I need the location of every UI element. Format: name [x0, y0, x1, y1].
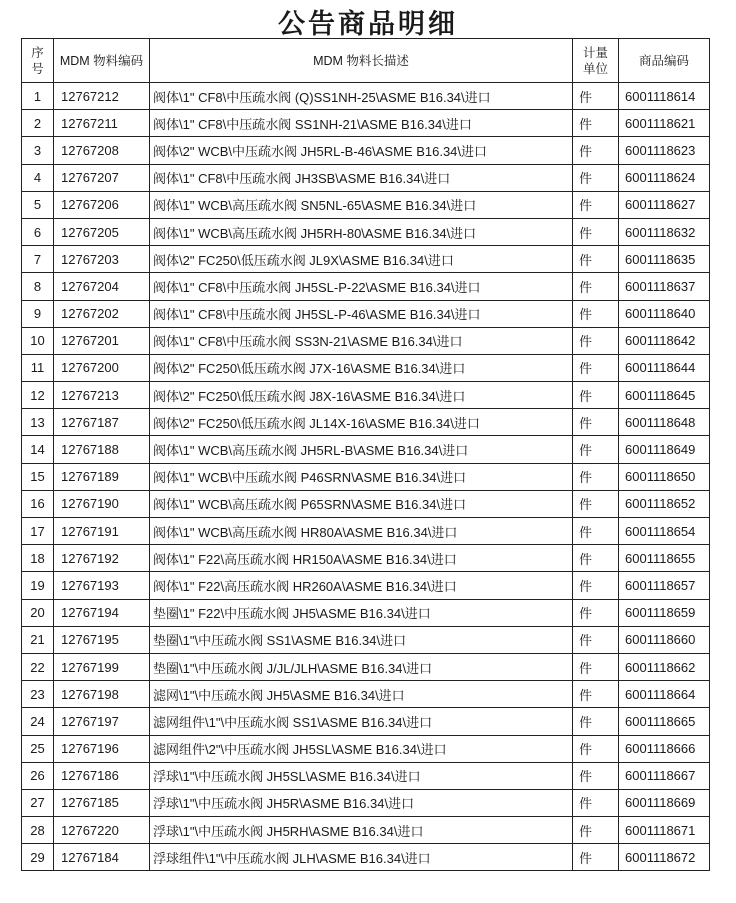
cell-product-code: 6001118666: [619, 735, 710, 762]
table-row: [22, 599, 710, 626]
cell-product-code: 6001118640: [619, 300, 710, 327]
table-row: [22, 735, 710, 762]
cell-mdm-code: 12767211: [54, 110, 150, 137]
cell-description: 阀体\1" WCB\高压疏水阀 P65SRN\ASME B16.34\进口: [150, 490, 573, 517]
cell-seq: 19: [22, 572, 54, 599]
cell-unit: 件: [573, 382, 619, 409]
cell-mdm-code: 12767202: [54, 300, 150, 327]
cell-product-code: 6001118657: [619, 572, 710, 599]
table-row: [22, 572, 710, 599]
cell-mdm-code: 12767185: [54, 789, 150, 816]
cell-seq: 22: [22, 653, 54, 680]
cell-mdm-code: 12767186: [54, 762, 150, 789]
cell-mdm-code: 12767200: [54, 354, 150, 381]
cell-unit: 件: [573, 653, 619, 680]
table-row: [22, 191, 710, 218]
cell-unit: 件: [573, 164, 619, 191]
cell-seq: 9: [22, 300, 54, 327]
cell-seq: 6: [22, 218, 54, 245]
cell-unit: 件: [573, 273, 619, 300]
cell-mdm-code: 12767207: [54, 164, 150, 191]
table-row: [22, 762, 710, 789]
cell-description: 阀体\1" WCB\高压疏水阀 JH5RH-80\ASME B16.34\进口: [150, 218, 573, 245]
table-row: [22, 110, 710, 137]
cell-unit: 件: [573, 83, 619, 110]
cell-unit: 件: [573, 490, 619, 517]
cell-unit: 件: [573, 218, 619, 245]
cell-product-code: 6001118652: [619, 490, 710, 517]
table-row: [22, 436, 710, 463]
table-row: [22, 382, 710, 409]
cell-product-code: 6001118655: [619, 545, 710, 572]
cell-product-code: 6001118660: [619, 626, 710, 653]
cell-seq: 21: [22, 626, 54, 653]
table-row: [22, 300, 710, 327]
cell-description: 阀体\1" WCB\高压疏水阀 HR80A\ASME B16.34\进口: [150, 518, 573, 545]
cell-description: 阀体\1" CF8\中压疏水阀 JH3SB\ASME B16.34\进口: [150, 164, 573, 191]
cell-product-code: 6001118623: [619, 137, 710, 164]
cell-seq: 4: [22, 164, 54, 191]
header-mdm-code: MDM 物料编码: [54, 39, 150, 83]
table-row: [22, 137, 710, 164]
cell-seq: 28: [22, 817, 54, 844]
cell-unit: 件: [573, 246, 619, 273]
cell-mdm-code: 12767205: [54, 218, 150, 245]
cell-seq: 29: [22, 844, 54, 871]
cell-seq: 25: [22, 735, 54, 762]
cell-product-code: 6001118664: [619, 681, 710, 708]
table-row: [22, 490, 710, 517]
cell-description: 浮球\1"\中压疏水阀 JH5SL\ASME B16.34\进口: [150, 762, 573, 789]
table-row: [22, 518, 710, 545]
cell-mdm-code: 12767204: [54, 273, 150, 300]
cell-description: 滤网组件\2"\中压疏水阀 JH5SL\ASME B16.34\进口: [150, 735, 573, 762]
cell-unit: 件: [573, 545, 619, 572]
cell-description: 浮球组件\1"\中压疏水阀 JLH\ASME B16.34\进口: [150, 844, 573, 871]
cell-description: 阀体\1" CF8\中压疏水阀 JH5SL-P-22\ASME B16.34\进口: [150, 273, 573, 300]
cell-description: 阀体\1" F22\高压疏水阀 HR150A\ASME B16.34\进口: [150, 545, 573, 572]
cell-mdm-code: 12767201: [54, 327, 150, 354]
cell-product-code: 6001118671: [619, 817, 710, 844]
header-seq: [22, 39, 54, 83]
cell-unit: 件: [573, 599, 619, 626]
cell-product-code: 6001118654: [619, 518, 710, 545]
cell-seq: 8: [22, 273, 54, 300]
table-row: [22, 409, 710, 436]
cell-seq: 17: [22, 518, 54, 545]
table-row: [22, 273, 710, 300]
cell-mdm-code: 12767196: [54, 735, 150, 762]
cell-product-code: 6001118632: [619, 218, 710, 245]
table-row: [22, 463, 710, 490]
cell-unit: 件: [573, 681, 619, 708]
cell-product-code: 6001118649: [619, 436, 710, 463]
table-row: [22, 844, 710, 871]
cell-mdm-code: 12767184: [54, 844, 150, 871]
cell-mdm-code: 12767194: [54, 599, 150, 626]
cell-description: 阀体\2" FC250\低压疏水阀 JL14X-16\ASME B16.34\进口: [150, 409, 573, 436]
cell-unit: 件: [573, 626, 619, 653]
cell-mdm-code: 12767197: [54, 708, 150, 735]
cell-seq: 27: [22, 789, 54, 816]
cell-product-code: 6001118644: [619, 354, 710, 381]
cell-product-code: 6001118650: [619, 463, 710, 490]
header-unit-line2: 单位: [582, 61, 608, 76]
cell-description: 阀体\1" F22\高压疏水阀 HR260A\ASME B16.34\进口: [150, 572, 573, 599]
cell-product-code: 6001118665: [619, 708, 710, 735]
cell-mdm-code: 12767198: [54, 681, 150, 708]
cell-unit: 件: [573, 844, 619, 871]
header-unit-line1: 计量: [582, 45, 608, 60]
cell-unit: 件: [573, 518, 619, 545]
cell-product-code: 6001118627: [619, 191, 710, 218]
table-row: [22, 164, 710, 191]
table-row: [22, 626, 710, 653]
cell-unit: 件: [573, 137, 619, 164]
table-row: [22, 681, 710, 708]
header-mdm-desc: MDM 物料长描述: [150, 39, 573, 83]
cell-mdm-code: 12767203: [54, 246, 150, 273]
table-row: [22, 789, 710, 816]
cell-product-code: 6001118669: [619, 789, 710, 816]
cell-description: 阀体\1" WCB\高压疏水阀 SN5NL-65\ASME B16.34\进口: [150, 191, 573, 218]
cell-product-code: 6001118614: [619, 83, 710, 110]
cell-unit: 件: [573, 762, 619, 789]
cell-description: 阀体\1" CF8\中压疏水阀 (Q)SS1NH-25\ASME B16.34\进口: [150, 83, 573, 110]
cell-product-code: 6001118637: [619, 273, 710, 300]
table-row: [22, 218, 710, 245]
cell-product-code: 6001118624: [619, 164, 710, 191]
header-seq-line2: 号: [31, 61, 44, 76]
cell-mdm-code: 12767220: [54, 817, 150, 844]
cell-seq: 3: [22, 137, 54, 164]
cell-description: 滤网组件\1"\中压疏水阀 SS1\ASME B16.34\进口: [150, 708, 573, 735]
header-product-code: 商品编码: [619, 39, 710, 83]
cell-mdm-code: 12767188: [54, 436, 150, 463]
cell-seq: 14: [22, 436, 54, 463]
header-unit: [573, 39, 619, 83]
cell-unit: 件: [573, 191, 619, 218]
product-table: [21, 38, 710, 871]
cell-description: 阀体\2" FC250\低压疏水阀 JL9X\ASME B16.34\进口: [150, 246, 573, 273]
cell-unit: 件: [573, 708, 619, 735]
cell-unit: 件: [573, 354, 619, 381]
table-row: [22, 354, 710, 381]
table-header-row: [22, 39, 710, 83]
cell-mdm-code: 12767199: [54, 653, 150, 680]
cell-product-code: 6001118672: [619, 844, 710, 871]
cell-description: 阀体\2" WCB\中压疏水阀 JH5RL-B-46\ASME B16.34\进口: [150, 137, 573, 164]
cell-description: 阀体\2" FC250\低压疏水阀 J7X-16\ASME B16.34\进口: [150, 354, 573, 381]
cell-seq: 7: [22, 246, 54, 273]
cell-seq: 15: [22, 463, 54, 490]
cell-product-code: 6001118635: [619, 246, 710, 273]
cell-product-code: 6001118662: [619, 653, 710, 680]
cell-description: 阀体\1" WCB\中压疏水阀 P46SRN\ASME B16.34\进口: [150, 463, 573, 490]
cell-mdm-code: 12767189: [54, 463, 150, 490]
cell-description: 阀体\1" CF8\中压疏水阀 SS3N-21\ASME B16.34\进口: [150, 327, 573, 354]
cell-seq: 18: [22, 545, 54, 572]
cell-seq: 16: [22, 490, 54, 517]
table-row: [22, 817, 710, 844]
cell-unit: 件: [573, 409, 619, 436]
cell-description: 阀体\1" WCB\高压疏水阀 JH5RL-B\ASME B16.34\进口: [150, 436, 573, 463]
cell-mdm-code: 12767195: [54, 626, 150, 653]
table-row: [22, 545, 710, 572]
cell-seq: 5: [22, 191, 54, 218]
table-row: [22, 246, 710, 273]
cell-description: 垫圈\1"\中压疏水阀 SS1\ASME B16.34\进口: [150, 626, 573, 653]
cell-mdm-code: 12767206: [54, 191, 150, 218]
cell-seq: 13: [22, 409, 54, 436]
cell-seq: 2: [22, 110, 54, 137]
cell-description: 浮球\1"\中压疏水阀 JH5RH\ASME B16.34\进口: [150, 817, 573, 844]
cell-product-code: 6001118621: [619, 110, 710, 137]
cell-seq: 23: [22, 681, 54, 708]
cell-seq: 10: [22, 327, 54, 354]
cell-description: 浮球\1"\中压疏水阀 JH5R\ASME B16.34\进口: [150, 789, 573, 816]
cell-seq: 1: [22, 83, 54, 110]
cell-description: 垫圈\1" F22\中压疏水阀 JH5\ASME B16.34\进口: [150, 599, 573, 626]
cell-seq: 20: [22, 599, 54, 626]
table-row: [22, 327, 710, 354]
table-row: [22, 83, 710, 110]
cell-mdm-code: 12767208: [54, 137, 150, 164]
cell-unit: 件: [573, 735, 619, 762]
cell-description: 阀体\2" FC250\低压疏水阀 J8X-16\ASME B16.34\进口: [150, 382, 573, 409]
cell-seq: 11: [22, 354, 54, 381]
cell-unit: 件: [573, 436, 619, 463]
cell-mdm-code: 12767213: [54, 382, 150, 409]
cell-unit: 件: [573, 789, 619, 816]
cell-description: 滤网\1"\中压疏水阀 JH5\ASME B16.34\进口: [150, 681, 573, 708]
cell-description: 阀体\1" CF8\中压疏水阀 SS1NH-21\ASME B16.34\进口: [150, 110, 573, 137]
cell-mdm-code: 12767192: [54, 545, 150, 572]
cell-mdm-code: 12767193: [54, 572, 150, 599]
cell-unit: 件: [573, 572, 619, 599]
header-seq-line1: 序: [31, 45, 44, 60]
table-row: [22, 708, 710, 735]
cell-unit: 件: [573, 327, 619, 354]
cell-description: 垫圈\1"\中压疏水阀 J/JL/JLH\ASME B16.34\进口: [150, 653, 573, 680]
cell-seq: 24: [22, 708, 54, 735]
cell-mdm-code: 12767187: [54, 409, 150, 436]
cell-seq: 26: [22, 762, 54, 789]
cell-seq: 12: [22, 382, 54, 409]
table-row: [22, 653, 710, 680]
cell-mdm-code: 12767191: [54, 518, 150, 545]
cell-product-code: 6001118645: [619, 382, 710, 409]
cell-unit: 件: [573, 110, 619, 137]
page-title: 公告商品明细: [278, 9, 458, 40]
cell-mdm-code: 12767190: [54, 490, 150, 517]
cell-unit: 件: [573, 300, 619, 327]
cell-description: 阀体\1" CF8\中压疏水阀 JH5SL-P-46\ASME B16.34\进口: [150, 300, 573, 327]
cell-mdm-code: 12767212: [54, 83, 150, 110]
cell-product-code: 6001118642: [619, 327, 710, 354]
cell-product-code: 6001118648: [619, 409, 710, 436]
cell-product-code: 6001118667: [619, 762, 710, 789]
cell-product-code: 6001118659: [619, 599, 710, 626]
cell-unit: 件: [573, 463, 619, 490]
cell-unit: 件: [573, 817, 619, 844]
